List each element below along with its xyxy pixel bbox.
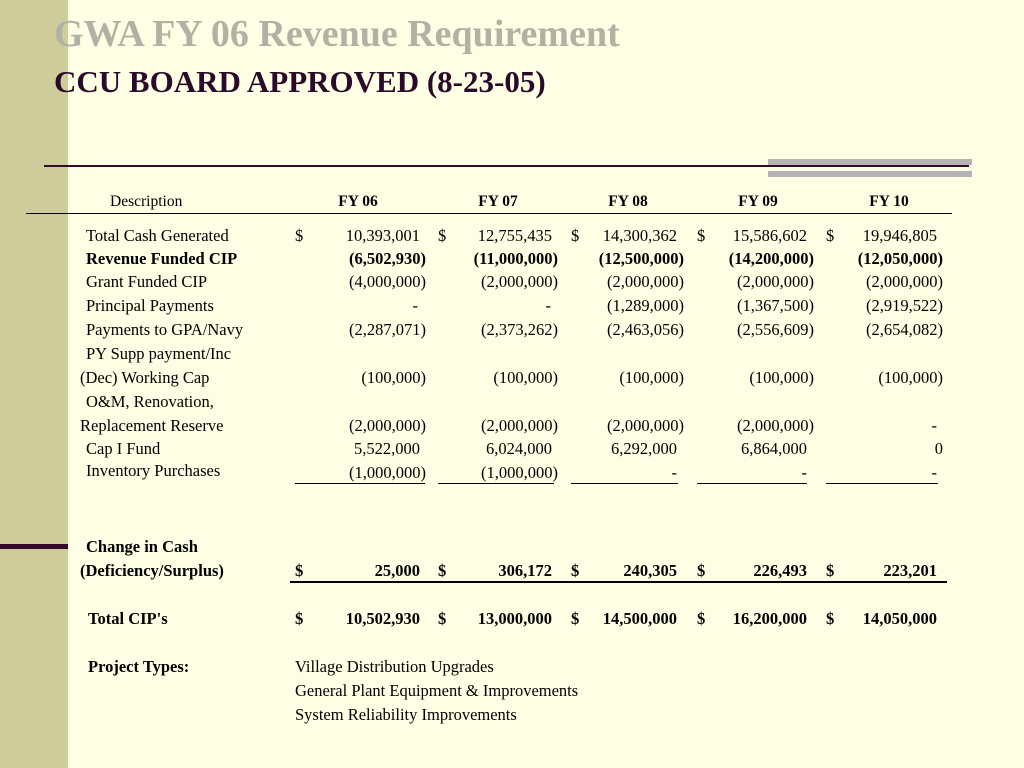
left-accent-bar: [0, 544, 68, 549]
slide-subtitle: CCU BOARD APPROVED (8-23-05): [54, 64, 546, 99]
accent-bar-upper: [768, 159, 972, 165]
cell-fy07: 306,172: [498, 561, 552, 580]
cell-fy06: (100,000): [361, 368, 426, 387]
cell-fy07: (2,000,000): [481, 416, 558, 435]
cell-fy07: (2,000,000): [481, 272, 558, 291]
subtotal-underline: [295, 483, 425, 484]
cell-fy07: -: [545, 296, 551, 315]
row-label: Total Cash Generated: [86, 226, 229, 245]
cell-fy09: 16,200,000: [732, 609, 807, 628]
row-label: Grant Funded CIP: [86, 272, 207, 291]
cell-fy10: 0: [934, 439, 943, 458]
cell-fy08: 14,500,000: [602, 609, 677, 628]
dollar-sign: $: [571, 561, 580, 580]
cell-fy10: (12,050,000): [857, 249, 943, 268]
header-fy09: FY 09: [738, 193, 778, 210]
total-double-rule: [290, 581, 947, 583]
cell-fy09: 15,586,602: [732, 226, 807, 245]
row-label: Principal Payments: [86, 296, 214, 315]
subtotal-underline: [438, 483, 554, 484]
subtotal-underline: [571, 483, 678, 484]
cell-fy10: (2,919,522): [866, 296, 943, 315]
row-label: (Dec) Working Cap: [80, 368, 210, 387]
cell-fy06: 25,000: [374, 561, 420, 580]
cell-fy08: 14,300,362: [602, 226, 677, 245]
cell-fy06: (6,502,930): [349, 249, 426, 268]
dollar-sign: $: [571, 609, 580, 628]
change-in-cash-label: (Deficiency/Surplus): [80, 561, 224, 580]
cell-fy10: -: [931, 416, 937, 435]
cell-fy10: -: [931, 463, 937, 482]
cell-fy08: (100,000): [619, 368, 684, 387]
cell-fy07: (2,373,262): [481, 320, 558, 339]
total-cip-label: Total CIP's: [88, 609, 168, 628]
row-label: Inventory Purchases: [86, 461, 221, 480]
subtotal-underline: [826, 483, 938, 484]
cell-fy06: (1,000,000): [349, 463, 426, 482]
header-fy07: FY 07: [478, 193, 518, 210]
row-label: Cap I Fund: [86, 439, 161, 458]
cell-fy09: (1,367,500): [737, 296, 814, 315]
cell-fy10: (100,000): [878, 368, 943, 387]
cell-fy09: 6,864,000: [741, 439, 807, 458]
header-description: Description: [110, 193, 183, 210]
project-type-item: General Plant Equipment & Improvements: [295, 681, 579, 700]
dollar-sign: $: [826, 561, 835, 580]
cell-fy10: 223,201: [883, 561, 937, 580]
cell-fy06: 10,393,001: [345, 226, 420, 245]
cell-fy10: (2,654,082): [866, 320, 943, 339]
dollar-sign: $: [438, 561, 447, 580]
accent-bar-lower: [768, 171, 972, 177]
cell-fy10: (2,000,000): [866, 272, 943, 291]
dollar-sign: $: [826, 226, 835, 245]
cell-fy09: (2,556,609): [737, 320, 814, 339]
cell-fy06: (2,287,071): [349, 320, 426, 339]
cell-fy09: (2,000,000): [737, 416, 814, 435]
header-fy10: FY 10: [869, 193, 909, 210]
cell-fy08: (1,289,000): [607, 296, 684, 315]
dollar-sign: $: [571, 226, 580, 245]
dollar-sign: $: [438, 226, 447, 245]
dollar-sign: $: [438, 609, 447, 628]
header-fy06: FY 06: [338, 193, 378, 210]
dollar-sign: $: [295, 561, 304, 580]
cell-fy07: 12,755,435: [477, 226, 552, 245]
cell-fy06: (4,000,000): [349, 272, 426, 291]
cell-fy09: (2,000,000): [737, 272, 814, 291]
dollar-sign: $: [295, 609, 304, 628]
row-label: Replacement Reserve: [80, 416, 224, 435]
header-rule: [26, 213, 952, 214]
cell-fy09: (100,000): [749, 368, 814, 387]
row-label: Payments to GPA/Navy: [86, 320, 244, 339]
cell-fy07: (1,000,000): [481, 463, 558, 482]
change-in-cash-label-line1: Change in Cash: [86, 537, 198, 556]
row-label-line1: PY Supp payment/Inc: [86, 344, 232, 363]
left-decorative-band: [0, 0, 68, 768]
dollar-sign: $: [697, 561, 706, 580]
cell-fy08: 240,305: [623, 561, 677, 580]
cell-fy08: 6,292,000: [611, 439, 677, 458]
cell-fy08: (2,000,000): [607, 416, 684, 435]
row-label-line1: O&M, Renovation,: [86, 392, 214, 411]
cell-fy06: 5,522,000: [354, 439, 420, 458]
dollar-sign: $: [826, 609, 835, 628]
project-type-item: System Reliability Improvements: [295, 705, 517, 724]
dollar-sign: $: [697, 609, 706, 628]
cell-fy06: -: [412, 296, 418, 315]
cell-fy10: 14,050,000: [862, 609, 937, 628]
title-divider: [44, 165, 969, 167]
dollar-sign: $: [295, 226, 304, 245]
subtotal-underline: [697, 483, 807, 484]
cell-fy09: (14,200,000): [728, 249, 814, 268]
cell-fy07: (11,000,000): [473, 249, 558, 268]
header-fy08: FY 08: [608, 193, 648, 210]
dollar-sign: $: [697, 226, 706, 245]
cell-fy08: (2,463,056): [607, 320, 684, 339]
slide-title: GWA FY 06 Revenue Requirement: [54, 13, 620, 55]
cell-fy08: (2,000,000): [607, 272, 684, 291]
cell-fy07: (100,000): [493, 368, 558, 387]
cell-fy06: 10,502,930: [345, 609, 420, 628]
cell-fy08: (12,500,000): [598, 249, 684, 268]
cell-fy07: 13,000,000: [477, 609, 552, 628]
project-type-item: Village Distribution Upgrades: [295, 657, 494, 676]
cell-fy09: 226,493: [753, 561, 807, 580]
cell-fy07: 6,024,000: [486, 439, 552, 458]
project-types-label: Project Types:: [88, 657, 190, 676]
row-label: Revenue Funded CIP: [86, 249, 238, 268]
cell-fy10: 19,946,805: [862, 226, 937, 245]
cell-fy08: -: [671, 463, 677, 482]
cell-fy06: (2,000,000): [349, 416, 426, 435]
cell-fy09: -: [801, 463, 807, 482]
